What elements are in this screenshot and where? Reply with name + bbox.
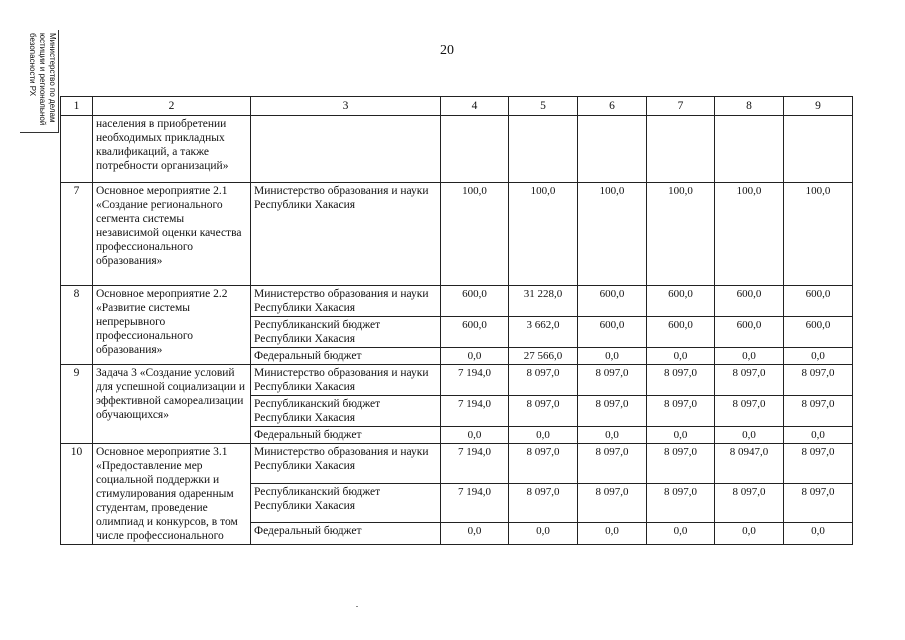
amount-cell: 8 097,0 — [578, 396, 647, 427]
amount-cell: 8 097,0 — [784, 444, 853, 484]
amount-cell: 7 194,0 — [441, 396, 509, 427]
amount-cell: 0,0 — [441, 427, 509, 444]
amount-cell: 8 097,0 — [784, 365, 853, 396]
measure-name-cell: Основное мероприятие 3.1 «Предоставление мер социальной поддержки и стимулирования одаренным студентам, проведение олимпиад и конкурсов, в том числе профессионального — [93, 444, 251, 545]
measure-name-cell: Задача 3 «Создание условий для успешной социализации и эффективной самореализации обучающихся» — [93, 365, 251, 444]
amount-cell: 8 097,0 — [715, 396, 784, 427]
amount-cell — [647, 116, 715, 183]
table-header-row — [61, 97, 853, 116]
amount-cell: 0,0 — [715, 523, 784, 545]
funding-source-cell: Федеральный бюджет — [251, 348, 441, 365]
amount-cell: 3 662,0 — [509, 317, 578, 348]
amount-cell: 600,0 — [441, 317, 509, 348]
amount-cell: 8 097,0 — [578, 365, 647, 396]
amount-cell: 600,0 — [647, 317, 715, 348]
table-row — [61, 286, 853, 317]
amount-cell: 0,0 — [784, 427, 853, 444]
amount-cell: 0,0 — [647, 523, 715, 545]
header-cell: 1 — [61, 97, 93, 116]
funding-source-cell: Министерство образования и науки Республики Хакасия — [251, 183, 441, 286]
amount-cell: 0,0 — [578, 523, 647, 545]
table-row — [61, 116, 853, 183]
header-cell: 9 — [784, 97, 853, 116]
amount-cell: 27 566,0 — [509, 348, 578, 365]
amount-cell: 8 097,0 — [715, 365, 784, 396]
header-cell: 3 — [251, 97, 441, 116]
table-body — [61, 116, 853, 545]
budget-table — [60, 96, 853, 545]
amount-cell: 8 097,0 — [509, 483, 578, 523]
row-number-cell: 9 — [61, 365, 93, 444]
amount-cell: 8 097,0 — [715, 483, 784, 523]
amount-cell: 8 0947,0 — [715, 444, 784, 484]
amount-cell: 100,0 — [647, 183, 715, 286]
amount-cell: 600,0 — [441, 286, 509, 317]
amount-cell — [578, 116, 647, 183]
header-cell: 7 — [647, 97, 715, 116]
amount-cell: 8 097,0 — [578, 483, 647, 523]
amount-cell: 8 097,0 — [509, 396, 578, 427]
header-cell: 4 — [441, 97, 509, 116]
amount-cell: 600,0 — [784, 286, 853, 317]
funding-source-cell: Федеральный бюджет — [251, 427, 441, 444]
funding-source-cell: Федеральный бюджет — [251, 523, 441, 545]
amount-cell: 600,0 — [578, 286, 647, 317]
amount-cell: 8 097,0 — [509, 365, 578, 396]
amount-cell: 100,0 — [715, 183, 784, 286]
row-number-cell: 8 — [61, 286, 93, 365]
amount-cell: 0,0 — [647, 348, 715, 365]
amount-cell: 8 097,0 — [578, 444, 647, 484]
amount-cell: 0,0 — [578, 427, 647, 444]
amount-cell: 600,0 — [784, 317, 853, 348]
scan-speck — [356, 606, 358, 607]
table-row — [61, 444, 853, 484]
amount-cell: 7 194,0 — [441, 483, 509, 523]
page-number: 20 — [440, 43, 454, 58]
amount-cell: 7 194,0 — [441, 365, 509, 396]
funding-source-cell: Республиканский бюджет Республики Хакасия — [251, 483, 441, 523]
amount-cell: 8 097,0 — [509, 444, 578, 484]
amount-cell — [509, 116, 578, 183]
funding-source-cell: Министерство образования и науки Республики Хакасия — [251, 286, 441, 317]
amount-cell: 0,0 — [715, 348, 784, 365]
amount-cell — [441, 116, 509, 183]
amount-cell: 0,0 — [441, 523, 509, 545]
amount-cell: 0,0 — [509, 427, 578, 444]
row-number-cell: 7 — [61, 183, 93, 286]
amount-cell: 7 194,0 — [441, 444, 509, 484]
header-cell: 5 — [509, 97, 578, 116]
amount-cell: 600,0 — [578, 317, 647, 348]
amount-cell — [784, 116, 853, 183]
amount-cell: 0,0 — [784, 523, 853, 545]
header-cell: 2 — [93, 97, 251, 116]
amount-cell: 100,0 — [441, 183, 509, 286]
amount-cell: 600,0 — [715, 317, 784, 348]
funding-source-cell — [251, 116, 441, 183]
amount-cell: 0,0 — [647, 427, 715, 444]
funding-source-cell: Министерство образования и науки Республики Хакасия — [251, 365, 441, 396]
measure-name-cell: населения в приобретении необходимых прикладных квалификаций, а также потребности организаций» — [93, 116, 251, 183]
funding-source-cell: Министерство образования и науки Республики Хакасия — [251, 444, 441, 484]
amount-cell: 8 097,0 — [647, 444, 715, 484]
amount-cell: 600,0 — [715, 286, 784, 317]
amount-cell: 8 097,0 — [647, 483, 715, 523]
registration-stamp-text: Министерство по делам юстиции и региональной безопасности РХ — [28, 33, 57, 126]
table-row — [61, 365, 853, 396]
row-number-cell — [61, 116, 93, 183]
amount-cell: 100,0 — [784, 183, 853, 286]
table-row — [61, 183, 853, 286]
amount-cell: 100,0 — [509, 183, 578, 286]
amount-cell: 0,0 — [441, 348, 509, 365]
amount-cell: 0,0 — [715, 427, 784, 444]
header-cell: 8 — [715, 97, 784, 116]
amount-cell: 0,0 — [784, 348, 853, 365]
amount-cell: 8 097,0 — [647, 365, 715, 396]
row-number-cell: 10 — [61, 444, 93, 545]
amount-cell: 100,0 — [578, 183, 647, 286]
amount-cell: 0,0 — [578, 348, 647, 365]
amount-cell: 31 228,0 — [509, 286, 578, 317]
amount-cell: 600,0 — [647, 286, 715, 317]
amount-cell — [715, 116, 784, 183]
amount-cell: 8 097,0 — [647, 396, 715, 427]
measure-name-cell: Основное мероприятие 2.1 «Создание регионального сегмента системы независимой оценки качества профессионального образования» — [93, 183, 251, 286]
amount-cell: 0,0 — [509, 523, 578, 545]
funding-source-cell: Республиканский бюджет Республики Хакасия — [251, 396, 441, 427]
header-cell: 6 — [578, 97, 647, 116]
amount-cell: 8 097,0 — [784, 396, 853, 427]
amount-cell: 8 097,0 — [784, 483, 853, 523]
funding-source-cell: Республиканский бюджет Республики Хакасия — [251, 317, 441, 348]
measure-name-cell: Основное мероприятие 2.2 «Развитие системы непрерывного профессионального образования» — [93, 286, 251, 365]
